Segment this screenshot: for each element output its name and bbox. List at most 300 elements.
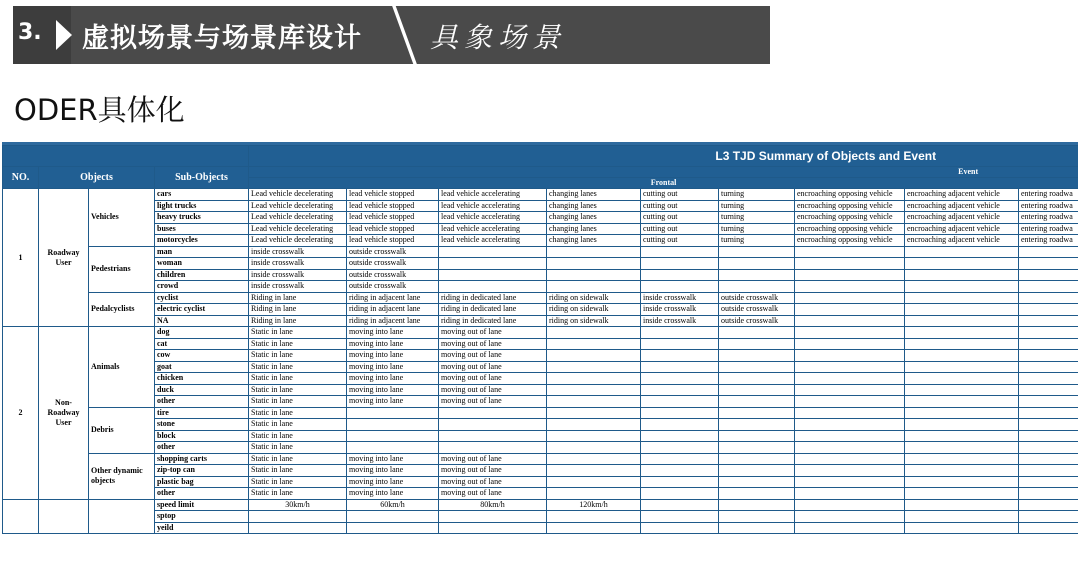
event-cell: lead vehicle accelerating	[439, 212, 547, 224]
event-cell	[547, 269, 641, 281]
event-cell	[1019, 465, 1079, 477]
event-cell: turning	[719, 212, 795, 224]
sub-object-cell: motorcycles	[155, 235, 249, 247]
category-label: Debris	[89, 407, 155, 453]
table-row	[3, 407, 1079, 419]
event-cell: moving into lane	[347, 327, 439, 339]
group-number: 1	[3, 189, 39, 327]
event-cell: 120km/h	[547, 499, 641, 511]
event-cell: moving into lane	[347, 338, 439, 350]
event-cell: lead vehicle stopped	[347, 212, 439, 224]
sub-object-cell: crowd	[155, 281, 249, 293]
event-cell: changing lanes	[547, 212, 641, 224]
event-cell	[547, 327, 641, 339]
event-cell: lead vehicle stopped	[347, 223, 439, 235]
event-cell: entering roadwa	[1019, 223, 1079, 235]
event-cell	[905, 430, 1019, 442]
sub-object-cell: woman	[155, 258, 249, 270]
event-cell	[1019, 304, 1079, 316]
table-row	[3, 327, 1079, 339]
event-cell	[795, 269, 905, 281]
event-cell	[719, 373, 795, 385]
event-cell: entering roadwa	[1019, 212, 1079, 224]
table-row	[3, 442, 1079, 454]
event-cell	[719, 511, 795, 523]
table-row	[3, 223, 1079, 235]
event-cell	[547, 258, 641, 270]
event-cell	[1019, 476, 1079, 488]
event-cell	[547, 522, 641, 534]
group-number	[3, 499, 39, 534]
event-cell: lead vehicle stopped	[347, 235, 439, 247]
table-row	[3, 235, 1079, 247]
event-cell: encroaching opposing vehicle	[795, 200, 905, 212]
event-cell	[1019, 499, 1079, 511]
table-row	[3, 511, 1079, 523]
event-cell	[1019, 396, 1079, 408]
table-row	[3, 338, 1079, 350]
sub-object-cell: plastic bag	[155, 476, 249, 488]
event-cell: changing lanes	[547, 200, 641, 212]
event-cell	[249, 511, 347, 523]
sub-object-cell: heavy trucks	[155, 212, 249, 224]
event-cell	[1019, 315, 1079, 327]
event-cell: outside crosswalk	[719, 304, 795, 316]
event-cell	[547, 453, 641, 465]
event-cell: turning	[719, 235, 795, 247]
group-label	[39, 499, 89, 534]
event-cell	[439, 442, 547, 454]
event-cell	[641, 430, 719, 442]
event-cell: encroaching adjacent vehicle	[905, 212, 1019, 224]
event-cell	[905, 292, 1019, 304]
event-cell	[719, 281, 795, 293]
event-cell	[547, 361, 641, 373]
event-cell	[905, 338, 1019, 350]
event-cell: Static in lane	[249, 453, 347, 465]
event-cell	[547, 511, 641, 523]
event-cell	[641, 246, 719, 258]
table-row	[3, 396, 1079, 408]
event-cell	[795, 396, 905, 408]
event-cell	[439, 511, 547, 523]
event-cell	[719, 350, 795, 362]
event-cell: moving out of lane	[439, 384, 547, 396]
event-cell	[905, 315, 1019, 327]
group-number: 2	[3, 327, 39, 500]
event-cell	[547, 419, 641, 431]
event-cell	[641, 396, 719, 408]
event-cell	[1019, 338, 1079, 350]
sub-object-cell: man	[155, 246, 249, 258]
event-cell	[641, 488, 719, 500]
event-cell: lead vehicle stopped	[347, 200, 439, 212]
event-cell	[547, 281, 641, 293]
event-cell	[1019, 407, 1079, 419]
event-cell	[439, 419, 547, 431]
event-cell: riding on sidewalk	[547, 315, 641, 327]
event-cell: outside crosswalk	[719, 292, 795, 304]
event-cell	[795, 373, 905, 385]
event-cell	[795, 430, 905, 442]
event-cell	[719, 269, 795, 281]
category-label: Animals	[89, 327, 155, 408]
event-cell: inside crosswalk	[641, 315, 719, 327]
event-cell: changing lanes	[547, 189, 641, 201]
event-cell	[641, 453, 719, 465]
summary-table	[2, 145, 1078, 534]
event-cell: Static in lane	[249, 476, 347, 488]
event-cell	[719, 246, 795, 258]
table-row	[3, 200, 1079, 212]
event-cell	[719, 384, 795, 396]
event-cell	[547, 373, 641, 385]
category-label: Other dynamic objects	[89, 453, 155, 499]
event-cell: 30km/h	[249, 499, 347, 511]
event-cell	[1019, 246, 1079, 258]
event-cell: 60km/h	[347, 499, 439, 511]
event-cell	[905, 442, 1019, 454]
sub-object-cell: other	[155, 488, 249, 500]
event-cell	[905, 384, 1019, 396]
event-cell	[641, 373, 719, 385]
header-sub-objects: Sub-Objects	[155, 167, 249, 189]
event-cell	[249, 522, 347, 534]
event-cell	[905, 361, 1019, 373]
event-cell	[1019, 258, 1079, 270]
event-cell	[905, 476, 1019, 488]
event-cell: Lead vehicle decelerating	[249, 212, 347, 224]
event-cell: moving out of lane	[439, 327, 547, 339]
event-cell: encroaching opposing vehicle	[795, 223, 905, 235]
event-cell	[347, 442, 439, 454]
event-cell: Riding in lane	[249, 304, 347, 316]
event-cell	[347, 407, 439, 419]
event-cell	[795, 338, 905, 350]
event-cell	[719, 522, 795, 534]
event-cell	[547, 407, 641, 419]
event-cell: inside crosswalk	[249, 258, 347, 270]
event-cell	[905, 373, 1019, 385]
table-row	[3, 212, 1079, 224]
event-cell: Lead vehicle decelerating	[249, 189, 347, 201]
event-cell: cutting out	[641, 212, 719, 224]
table-row	[3, 465, 1079, 477]
table-row	[3, 430, 1079, 442]
event-cell	[795, 384, 905, 396]
table-row	[3, 281, 1079, 293]
event-cell: moving into lane	[347, 396, 439, 408]
event-cell: inside crosswalk	[641, 304, 719, 316]
event-cell	[547, 246, 641, 258]
event-cell	[905, 327, 1019, 339]
sub-object-cell: cars	[155, 189, 249, 201]
table-row	[3, 189, 1079, 201]
table-row	[3, 269, 1079, 281]
event-cell: moving out of lane	[439, 396, 547, 408]
event-cell	[347, 430, 439, 442]
event-cell	[795, 419, 905, 431]
event-cell	[347, 419, 439, 431]
event-cell	[547, 442, 641, 454]
sub-object-cell: sptop	[155, 511, 249, 523]
event-cell	[439, 258, 547, 270]
event-cell: inside crosswalk	[249, 246, 347, 258]
event-cell	[641, 327, 719, 339]
event-cell: Riding in lane	[249, 315, 347, 327]
event-cell	[1019, 350, 1079, 362]
sub-object-cell: dog	[155, 327, 249, 339]
event-cell	[719, 327, 795, 339]
event-cell: 80km/h	[439, 499, 547, 511]
header-no: NO.	[3, 167, 39, 189]
event-cell: riding on sidewalk	[547, 304, 641, 316]
event-cell: entering roadwa	[1019, 200, 1079, 212]
event-cell	[795, 511, 905, 523]
table-row	[3, 246, 1079, 258]
event-cell	[719, 430, 795, 442]
table-row	[3, 292, 1079, 304]
event-cell	[795, 350, 905, 362]
event-cell	[547, 465, 641, 477]
event-cell: moving into lane	[347, 384, 439, 396]
header-objects: Objects	[39, 167, 155, 189]
event-cell	[905, 511, 1019, 523]
event-cell: cutting out	[641, 235, 719, 247]
event-cell	[1019, 361, 1079, 373]
table-row	[3, 304, 1079, 316]
event-cell: moving into lane	[347, 373, 439, 385]
event-cell	[795, 292, 905, 304]
event-cell	[795, 327, 905, 339]
event-cell: entering roadwa	[1019, 235, 1079, 247]
event-cell: Static in lane	[249, 373, 347, 385]
event-cell: moving out of lane	[439, 453, 547, 465]
sub-object-cell: duck	[155, 384, 249, 396]
event-cell: Static in lane	[249, 384, 347, 396]
sub-object-cell: children	[155, 269, 249, 281]
event-cell	[795, 453, 905, 465]
event-cell: inside crosswalk	[249, 269, 347, 281]
header-frontal: Frontal	[249, 178, 1079, 189]
group-label: Non-Roadway User	[39, 327, 89, 500]
event-cell: Static in lane	[249, 407, 347, 419]
event-cell: Static in lane	[249, 396, 347, 408]
event-cell	[905, 304, 1019, 316]
event-cell: moving out of lane	[439, 350, 547, 362]
category-label: Pedestrians	[89, 246, 155, 292]
event-cell	[905, 350, 1019, 362]
event-cell: moving out of lane	[439, 488, 547, 500]
event-cell: Lead vehicle decelerating	[249, 200, 347, 212]
event-cell	[719, 465, 795, 477]
table-row	[3, 499, 1079, 511]
event-cell	[1019, 511, 1079, 523]
event-cell	[795, 522, 905, 534]
event-cell	[719, 476, 795, 488]
event-cell: outside crosswalk	[719, 315, 795, 327]
event-cell	[719, 407, 795, 419]
event-cell	[795, 476, 905, 488]
event-cell	[641, 258, 719, 270]
sub-object-cell: other	[155, 396, 249, 408]
event-cell: encroaching adjacent vehicle	[905, 200, 1019, 212]
event-cell	[905, 419, 1019, 431]
sub-object-cell: speed limit	[155, 499, 249, 511]
event-cell	[795, 442, 905, 454]
table-row	[3, 315, 1079, 327]
event-cell: inside crosswalk	[641, 292, 719, 304]
event-cell: lead vehicle stopped	[347, 189, 439, 201]
sub-object-cell: electric cyclist	[155, 304, 249, 316]
event-cell	[547, 338, 641, 350]
sub-object-cell: other	[155, 442, 249, 454]
table-title-blank	[3, 146, 249, 167]
slash-divider	[390, 6, 420, 64]
event-cell: riding in adjacent lane	[347, 292, 439, 304]
event-cell: outside crosswalk	[347, 258, 439, 270]
sub-object-cell: yeild	[155, 522, 249, 534]
table-row	[3, 476, 1079, 488]
event-cell: Static in lane	[249, 430, 347, 442]
event-cell: moving out of lane	[439, 338, 547, 350]
event-cell: riding in dedicated lane	[439, 304, 547, 316]
event-cell	[1019, 292, 1079, 304]
event-cell: moving into lane	[347, 476, 439, 488]
header-event: Event	[249, 167, 1079, 178]
event-cell: Static in lane	[249, 442, 347, 454]
table-row	[3, 453, 1079, 465]
event-cell	[347, 511, 439, 523]
event-cell: cutting out	[641, 223, 719, 235]
event-cell	[1019, 384, 1079, 396]
event-cell: moving into lane	[347, 350, 439, 362]
event-cell	[641, 419, 719, 431]
sub-object-cell: tire	[155, 407, 249, 419]
sub-object-cell: stone	[155, 419, 249, 431]
event-cell	[719, 361, 795, 373]
table-row	[3, 373, 1079, 385]
event-cell	[547, 488, 641, 500]
event-cell: moving into lane	[347, 361, 439, 373]
sub-object-cell: cow	[155, 350, 249, 362]
event-cell	[641, 476, 719, 488]
event-cell	[641, 350, 719, 362]
event-cell	[547, 396, 641, 408]
event-cell: cutting out	[641, 189, 719, 201]
event-cell	[719, 258, 795, 270]
event-cell	[641, 338, 719, 350]
event-cell	[1019, 430, 1079, 442]
event-cell	[795, 281, 905, 293]
event-cell: Static in lane	[249, 419, 347, 431]
event-cell	[641, 465, 719, 477]
section-title: 虚拟场景与场景库设计	[82, 23, 362, 54]
event-cell: Lead vehicle decelerating	[249, 235, 347, 247]
event-cell: riding in adjacent lane	[347, 315, 439, 327]
event-cell	[719, 419, 795, 431]
event-cell	[905, 488, 1019, 500]
table-row	[3, 361, 1079, 373]
table-row	[3, 419, 1079, 431]
event-cell	[905, 246, 1019, 258]
sub-object-cell: cyclist	[155, 292, 249, 304]
event-cell	[641, 281, 719, 293]
event-cell	[1019, 488, 1079, 500]
event-cell	[641, 499, 719, 511]
event-cell: lead vehicle accelerating	[439, 235, 547, 247]
event-cell	[795, 315, 905, 327]
event-cell	[439, 522, 547, 534]
event-cell	[1019, 327, 1079, 339]
event-cell: encroaching adjacent vehicle	[905, 235, 1019, 247]
event-cell: entering roadwa	[1019, 189, 1079, 201]
event-cell	[905, 453, 1019, 465]
event-cell: encroaching opposing vehicle	[795, 189, 905, 201]
event-cell	[439, 407, 547, 419]
event-cell: Lead vehicle decelerating	[249, 223, 347, 235]
table-row	[3, 350, 1079, 362]
sub-object-cell: light trucks	[155, 200, 249, 212]
event-cell	[795, 246, 905, 258]
event-cell: moving out of lane	[439, 476, 547, 488]
event-cell: Static in lane	[249, 350, 347, 362]
event-cell	[795, 258, 905, 270]
event-cell	[905, 465, 1019, 477]
category-label	[89, 499, 155, 534]
event-cell	[719, 499, 795, 511]
event-cell	[719, 338, 795, 350]
event-cell: Static in lane	[249, 361, 347, 373]
page-heading: ODER具体化	[14, 93, 185, 127]
event-cell	[641, 511, 719, 523]
event-cell	[347, 522, 439, 534]
event-cell: moving out of lane	[439, 465, 547, 477]
table-title: L3 TJD Summary of Objects and Event	[249, 146, 1079, 167]
event-cell	[641, 361, 719, 373]
event-cell: outside crosswalk	[347, 269, 439, 281]
event-cell	[795, 407, 905, 419]
sub-object-cell: chicken	[155, 373, 249, 385]
event-cell	[1019, 269, 1079, 281]
event-cell: turning	[719, 200, 795, 212]
event-cell	[1019, 522, 1079, 534]
event-cell: encroaching opposing vehicle	[795, 212, 905, 224]
event-cell: turning	[719, 189, 795, 201]
event-cell: changing lanes	[547, 235, 641, 247]
event-cell	[905, 396, 1019, 408]
event-cell: encroaching adjacent vehicle	[905, 223, 1019, 235]
section-number: 3.	[18, 20, 42, 45]
event-cell	[1019, 442, 1079, 454]
event-cell	[547, 476, 641, 488]
table-row	[3, 258, 1079, 270]
event-cell: moving out of lane	[439, 361, 547, 373]
category-label: Vehicles	[89, 189, 155, 247]
event-cell: Static in lane	[249, 465, 347, 477]
event-cell	[439, 269, 547, 281]
event-cell: encroaching adjacent vehicle	[905, 189, 1019, 201]
event-cell: Riding in lane	[249, 292, 347, 304]
event-cell	[439, 430, 547, 442]
event-cell	[1019, 373, 1079, 385]
event-cell: Static in lane	[249, 327, 347, 339]
sub-object-cell: shopping carts	[155, 453, 249, 465]
event-cell	[1019, 419, 1079, 431]
table-row	[3, 384, 1079, 396]
event-cell: inside crosswalk	[249, 281, 347, 293]
sub-object-cell: zip-top can	[155, 465, 249, 477]
